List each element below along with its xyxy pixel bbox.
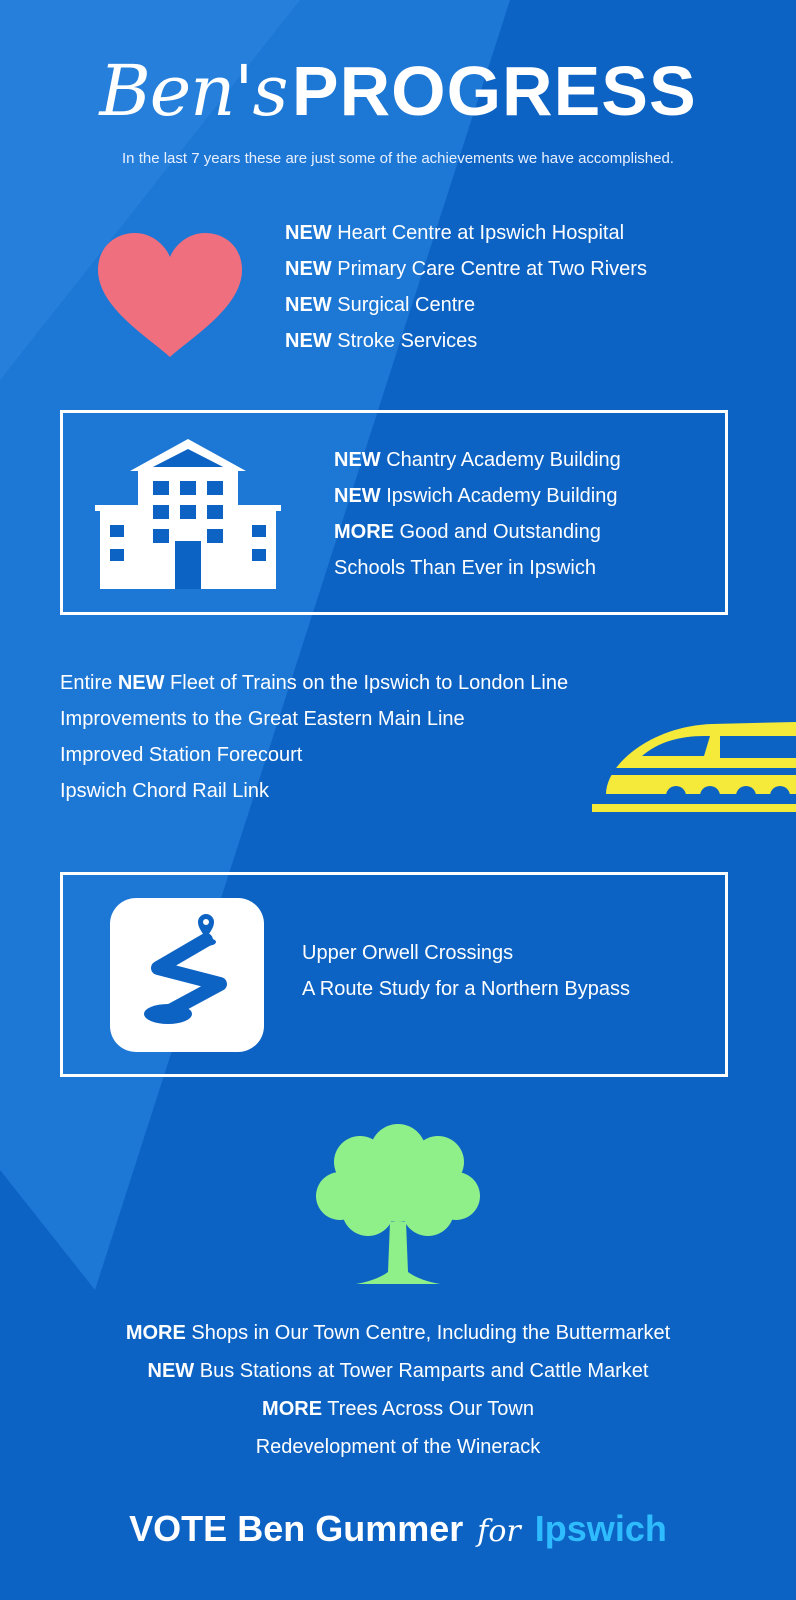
subtitle: In the last 7 years these are just some of the achievements we have accomplished. — [122, 150, 674, 167]
page-title — [0, 50, 796, 132]
footer-place: Ipswich — [534, 1508, 667, 1549]
list-item: A Route Study for a Northern Bypass — [302, 978, 630, 1000]
list-item: Redevelopment of the Winerack — [255, 1436, 541, 1458]
list-item: Improved Station Forecourt — [60, 744, 303, 766]
list-item: MORE Trees Across Our Town — [262, 1398, 534, 1420]
train-icon — [592, 712, 796, 818]
list-item: NEW Stroke Services — [285, 330, 478, 352]
footer-slogan — [0, 1508, 796, 1550]
list-item: NEW Primary Care Centre at Two Rivers — [285, 258, 647, 280]
school-building-icon — [95, 437, 281, 589]
list-item: NEW Chantry Academy Building — [334, 449, 621, 471]
list-item: NEW Ipswich Academy Building — [334, 485, 618, 507]
title-progress: PROGRESS — [291, 52, 697, 130]
list-item: Ipswich Chord Rail Link — [60, 780, 269, 802]
footer-vote: VOTE Ben Gummer — [129, 1508, 464, 1549]
list-item: NEW Heart Centre at Ipswich Hospital — [285, 222, 625, 244]
health-list — [285, 215, 647, 359]
route-map-icon — [110, 898, 264, 1052]
list-item: Improvements to the Great Eastern Main Line — [60, 708, 465, 730]
list-item: NEW Bus Stations at Tower Ramparts and Cattle Market — [147, 1360, 649, 1382]
footer-for: for — [477, 1514, 521, 1549]
rail-list — [60, 665, 568, 809]
list-item: Schools Than Ever in Ipswich — [334, 557, 596, 579]
list-item: Upper Orwell Crossings — [302, 942, 514, 964]
title-script: Ben's — [99, 50, 288, 132]
heart-icon — [90, 225, 250, 365]
list-item: NEW Surgical Centre — [285, 294, 476, 316]
town-list — [0, 1314, 796, 1466]
list-item: MORE Good and Outstanding — [334, 521, 601, 543]
roads-list — [302, 935, 630, 1007]
list-item: MORE Shops in Our Town Centre, Including the Buttermarket — [125, 1322, 671, 1344]
tree-icon — [316, 1122, 480, 1292]
schools-list — [334, 442, 621, 586]
list-item: Entire NEW Fleet of Trains on the Ipswich to London Line — [60, 672, 569, 694]
